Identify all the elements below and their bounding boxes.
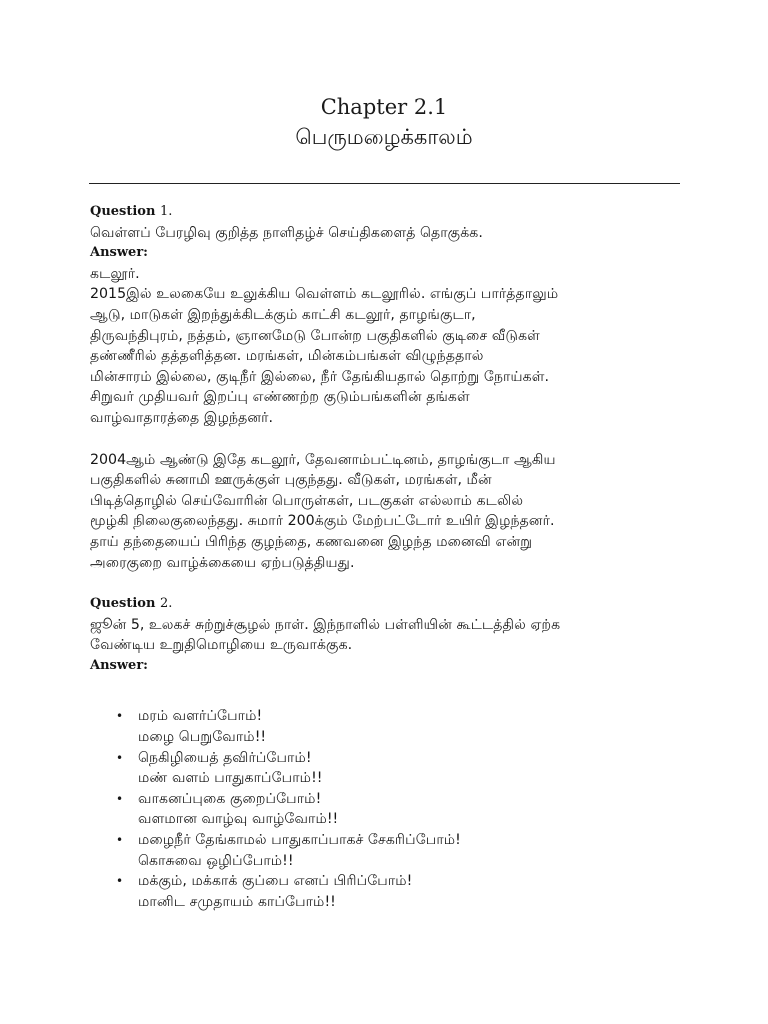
list-gap xyxy=(90,676,690,706)
question-label xyxy=(90,594,690,615)
question-1 xyxy=(90,202,690,573)
chapter-number: Chapter 2.1 xyxy=(320,95,448,119)
answer-line: பகுதிகளில் சுனாமி ஊருக்குள் புகுந்தது. வீடுகள், மரங்கள், மீன் xyxy=(90,472,492,489)
answer-line: 2004ஆம் ஆண்டு இதே கடலூர், தேவனாம்பட்டினம், தாழங்குடா ஆகிய xyxy=(90,451,556,468)
question-number: 1. xyxy=(159,204,173,219)
list-item xyxy=(90,830,690,871)
pledge-line-1: நெகிழியைத் தவிர்ப்போம்! xyxy=(138,749,312,766)
bullet-icon: • xyxy=(116,874,124,889)
list-item xyxy=(90,789,690,830)
divider-line xyxy=(89,183,680,184)
answer-line: வாழ்வாதாரத்தை இழந்தனர். xyxy=(90,409,274,426)
answer-paragraph-2 xyxy=(90,450,690,574)
bullet-icon: • xyxy=(116,833,124,848)
answer-label: Answer: xyxy=(90,657,148,673)
answer-paragraph-1 xyxy=(90,264,690,429)
answer-line: தாய் தந்தையைப் பிரிந்த குழந்தை, கணவனை இழந்த மனைவி என்று xyxy=(90,533,533,550)
answer-line: பிடித்தொழில் செய்வோரின் பொருள்கள், படகுகள் எல்லாம் கடலில் xyxy=(90,492,524,509)
content xyxy=(90,202,690,912)
question-word: Question xyxy=(90,596,156,612)
question-text: ஜூன் 5, உலகச் சுற்றுச்சூழல் நாள். இந்நாளில் பள்ளியின் கூட்டத்தில் ஏற்க xyxy=(90,616,561,633)
question-2 xyxy=(90,594,690,912)
answer-line: ஆடு, மாடுகள் இறந்துக்கிடக்கும் காட்சி கடலூர், தாழங்குடா, xyxy=(90,306,476,323)
pledge-line-2: வளமான வாழ்வு வாழ்வோம்!! xyxy=(138,811,339,828)
list-item xyxy=(90,748,690,789)
answer-line: சிறுவர் முதியவர் இறப்பு எண்ணற்ற குடும்பங்களின் தங்கள் xyxy=(90,389,470,406)
answer-label: Answer: xyxy=(90,245,148,261)
title-block xyxy=(0,92,768,152)
paragraph-gap xyxy=(90,429,690,450)
bullet-icon: • xyxy=(116,750,124,765)
question-word: Question xyxy=(90,204,156,219)
answer-line: மின்சாரம் இல்லை, குடிநீர் இல்லை, நீர் தேங்கியதால் தொற்று நோய்கள். xyxy=(90,368,550,385)
question-label xyxy=(90,202,690,223)
question-text: வேண்டிய உறுதிமொழியை உருவாக்குக. xyxy=(90,637,353,654)
pledge-line-1: மக்கும், மக்காக் குப்பை எனப் பிரிப்போம்! xyxy=(138,873,413,890)
pledge-line-2: மண் வளம் பாதுகாப்போம்!! xyxy=(138,770,323,787)
pledge-line-2: மானிட சமுதாயம் காப்போம்!! xyxy=(138,893,336,910)
bullet-icon: • xyxy=(116,791,124,806)
answer-line: கடலூர். xyxy=(90,265,140,282)
answer-line: 2015இல் உலகையே உலுக்கிய வெள்ளம் கடலூரில். எங்குப் பார்த்தாலும் xyxy=(90,286,559,303)
pledge-line-2: கொசுவை ஒழிப்போம்!! xyxy=(138,852,294,869)
pledge-line-1: மழைநீர் தேங்காமல் பாதுகாப்பாகச் சேகரிப்போம்! xyxy=(138,832,461,849)
answer-line: அரைகுறை வாழ்க்கையை ஏற்படுத்தியது. xyxy=(90,554,355,571)
pledge-list xyxy=(90,706,690,912)
pledge-line-1: மரம் வளர்ப்போம்! xyxy=(138,708,263,725)
question-text: வெள்ளப் பேரழிவு குறித்த நாளிதழ்ச் செய்திகளைத் தொகுக்க. xyxy=(90,224,483,241)
section-gap xyxy=(90,573,690,594)
answer-line: தண்ணீரில் தத்தளித்தன. மரங்கள், மின்கம்பங்கள் விழுந்ததால் xyxy=(90,348,484,365)
list-item xyxy=(90,871,690,912)
pledge-line-2: மழை பெறுவோம்!! xyxy=(138,729,267,746)
question-number: 2. xyxy=(159,596,173,612)
answer-line: மூழ்கி நிலைகுலைந்தது. சுமார் 200க்கும் மேற்பட்டோர் உயிர் இழந்தனர். xyxy=(90,513,555,530)
chapter-title: பெருமழைக்காலம் xyxy=(295,125,473,149)
bullet-icon: • xyxy=(116,709,124,724)
pledge-line-1: வாகனப்புகை குறைப்போம்! xyxy=(138,790,322,807)
answer-line: திருவந்திபுரம், நத்தம், ஞானமேடு போன்ற பகுதிகளில் குடிசை வீடுகள் xyxy=(90,327,540,344)
list-item xyxy=(90,706,690,747)
